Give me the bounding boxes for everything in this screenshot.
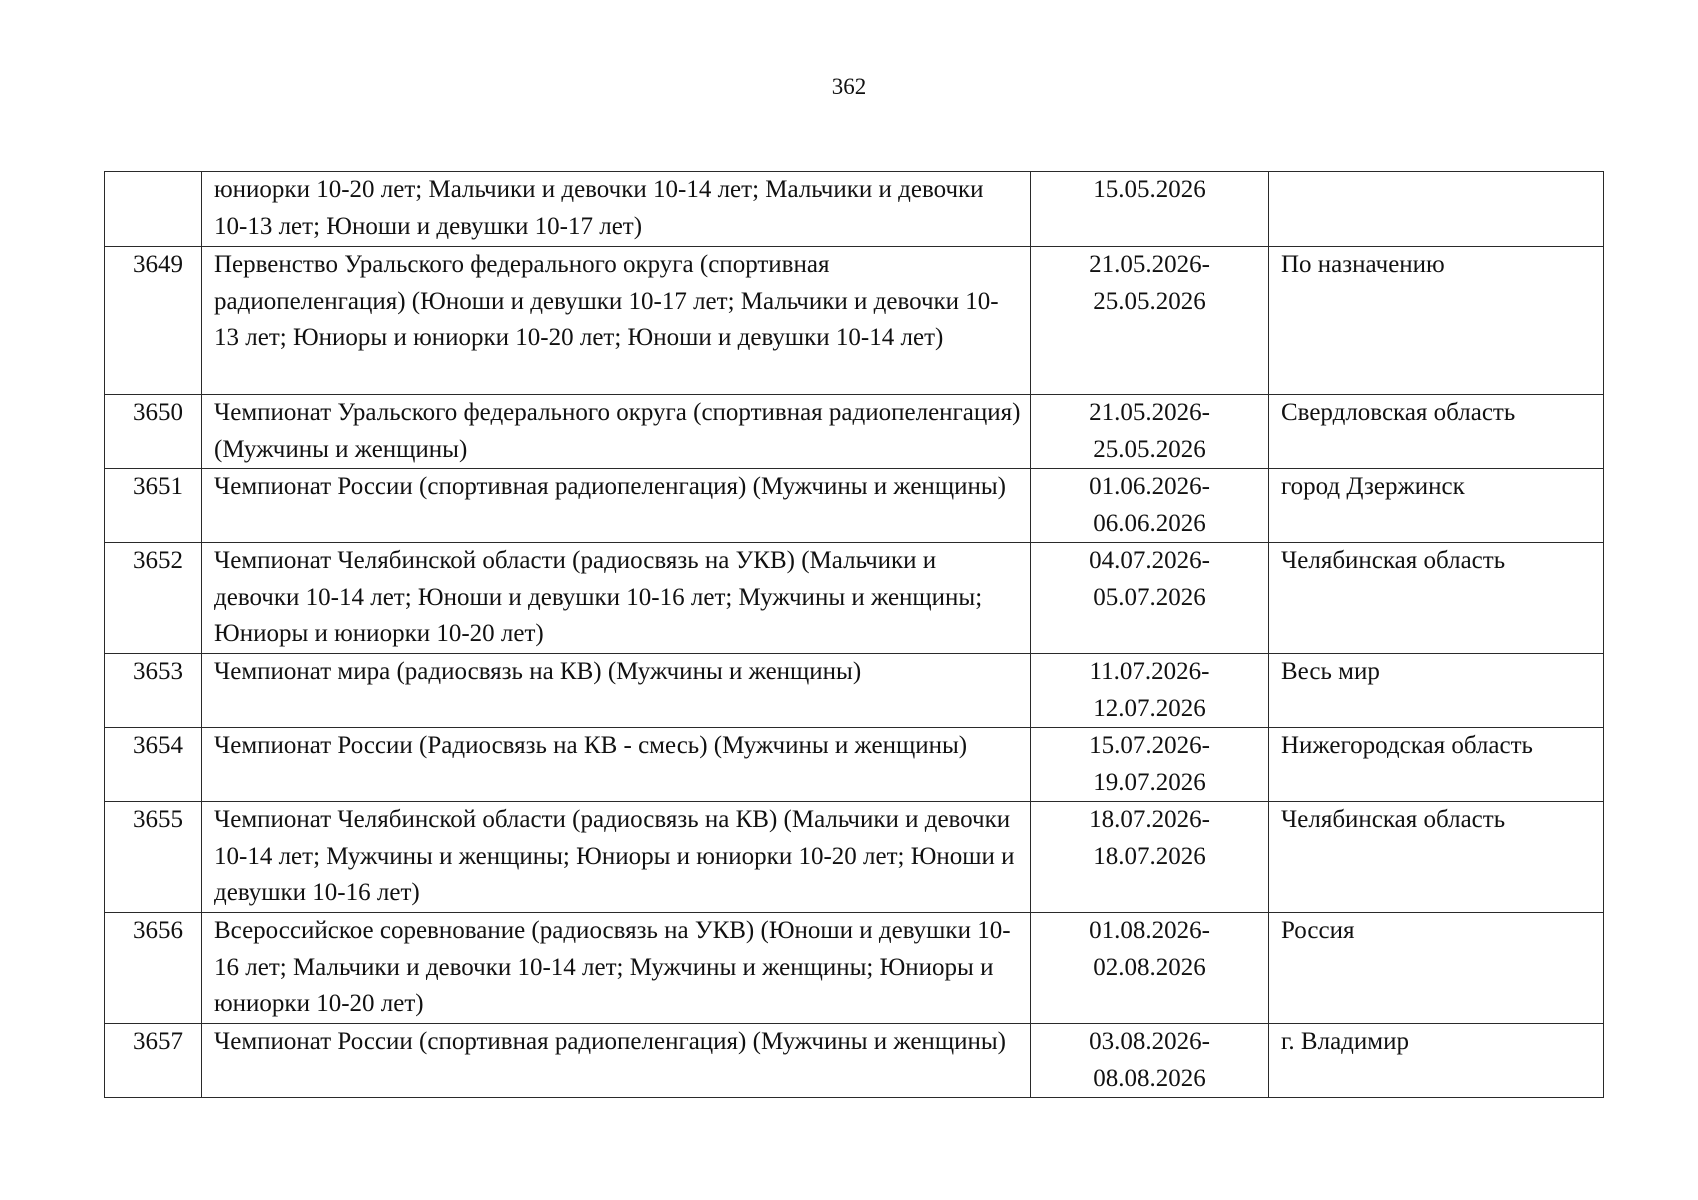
event-name: Чемпионат мира (радиосвязь на КВ) (Мужчины и женщины) xyxy=(202,654,1031,728)
event-place: город Дзержинск xyxy=(1269,469,1604,543)
event-place xyxy=(1269,172,1604,247)
event-place: Челябинская область xyxy=(1269,543,1604,654)
event-name: Чемпионат Уральского федерального округа (спортивная радиопеленгация) (Мужчины и женщины) xyxy=(202,395,1031,469)
event-name: Первенство Уральского федерального округа (спортивная радиопеленгация) (Юноши и девушки 10-17 лет; Мальчики и девочки 10-13 лет; Юниоры и юниорки 10-20 лет; Юноши и девушки 10-14 лет) xyxy=(202,247,1031,395)
event-place: Нижегородская область xyxy=(1269,728,1604,802)
table-row xyxy=(105,172,1604,247)
event-name: юниорки 10-20 лет; Мальчики и девочки 10-14 лет; Мальчики и девочки 10-13 лет; Юноши и девушки 10-17 лет) xyxy=(202,172,1031,247)
event-place: Весь мир xyxy=(1269,654,1604,728)
table-row xyxy=(105,913,1604,1024)
table-row xyxy=(105,728,1604,802)
event-name: Чемпионат Челябинской области (радиосвязь на КВ) (Мальчики и девочки 10-14 лет; Мужчины и женщины; Юниоры и юниорки 10-20 лет; Юноши и девушки 10-16 лет) xyxy=(202,802,1031,913)
event-name: Чемпионат Челябинской области (радиосвязь на УКВ) (Мальчики и девочки 10-14 лет; Юноши и девушки 10-16 лет; Мужчины и женщины; Юниоры и юниорки 10-20 лет) xyxy=(202,543,1031,654)
table-row xyxy=(105,395,1604,469)
event-name: Чемпионат России (спортивная радиопеленгация) (Мужчины и женщины) xyxy=(202,469,1031,543)
event-place: Россия xyxy=(1269,913,1604,1024)
event-dates: 01.06.2026-06.06.2026 xyxy=(1031,469,1269,543)
table-row xyxy=(105,654,1604,728)
table-row xyxy=(105,1024,1604,1098)
event-dates: 03.08.2026-08.08.2026 xyxy=(1031,1024,1269,1098)
event-dates: 15.05.2026 xyxy=(1031,172,1269,247)
page-number: 362 xyxy=(831,74,867,99)
event-dates: 21.05.2026-25.05.2026 xyxy=(1031,395,1269,469)
event-dates: 18.07.2026-18.07.2026 xyxy=(1031,802,1269,913)
event-number: 3657 xyxy=(105,1024,202,1098)
table-row xyxy=(105,802,1604,913)
event-dates: 15.07.2026-19.07.2026 xyxy=(1031,728,1269,802)
event-dates: 21.05.2026-25.05.2026 xyxy=(1031,247,1269,395)
table-row xyxy=(105,543,1604,654)
events-table xyxy=(104,171,1604,1098)
event-number: 3655 xyxy=(105,802,202,913)
table-row xyxy=(105,469,1604,543)
event-number: 3651 xyxy=(105,469,202,543)
event-number xyxy=(105,172,202,247)
event-place: г. Владимир xyxy=(1269,1024,1604,1098)
event-number: 3649 xyxy=(105,247,202,395)
event-name: Всероссийское соревнование (радиосвязь на УКВ) (Юноши и девушки 10-16 лет; Мальчики и девочки 10-14 лет; Мужчины и женщины; Юниоры и юниорки 10-20 лет) xyxy=(202,913,1031,1024)
event-number: 3654 xyxy=(105,728,202,802)
event-number: 3656 xyxy=(105,913,202,1024)
event-dates: 11.07.2026-12.07.2026 xyxy=(1031,654,1269,728)
event-place: Челябинская область xyxy=(1269,802,1604,913)
event-dates: 01.08.2026-02.08.2026 xyxy=(1031,913,1269,1024)
event-dates: 04.07.2026-05.07.2026 xyxy=(1031,543,1269,654)
event-name: Чемпионат России (Радиосвязь на КВ - смесь) (Мужчины и женщины) xyxy=(202,728,1031,802)
event-place: Свердловская область xyxy=(1269,395,1604,469)
event-place: По назначению xyxy=(1269,247,1604,395)
event-number: 3650 xyxy=(105,395,202,469)
event-number: 3652 xyxy=(105,543,202,654)
event-number: 3653 xyxy=(105,654,202,728)
table-row xyxy=(105,247,1604,395)
event-name: Чемпионат России (спортивная радиопеленгация) (Мужчины и женщины) xyxy=(202,1024,1031,1098)
